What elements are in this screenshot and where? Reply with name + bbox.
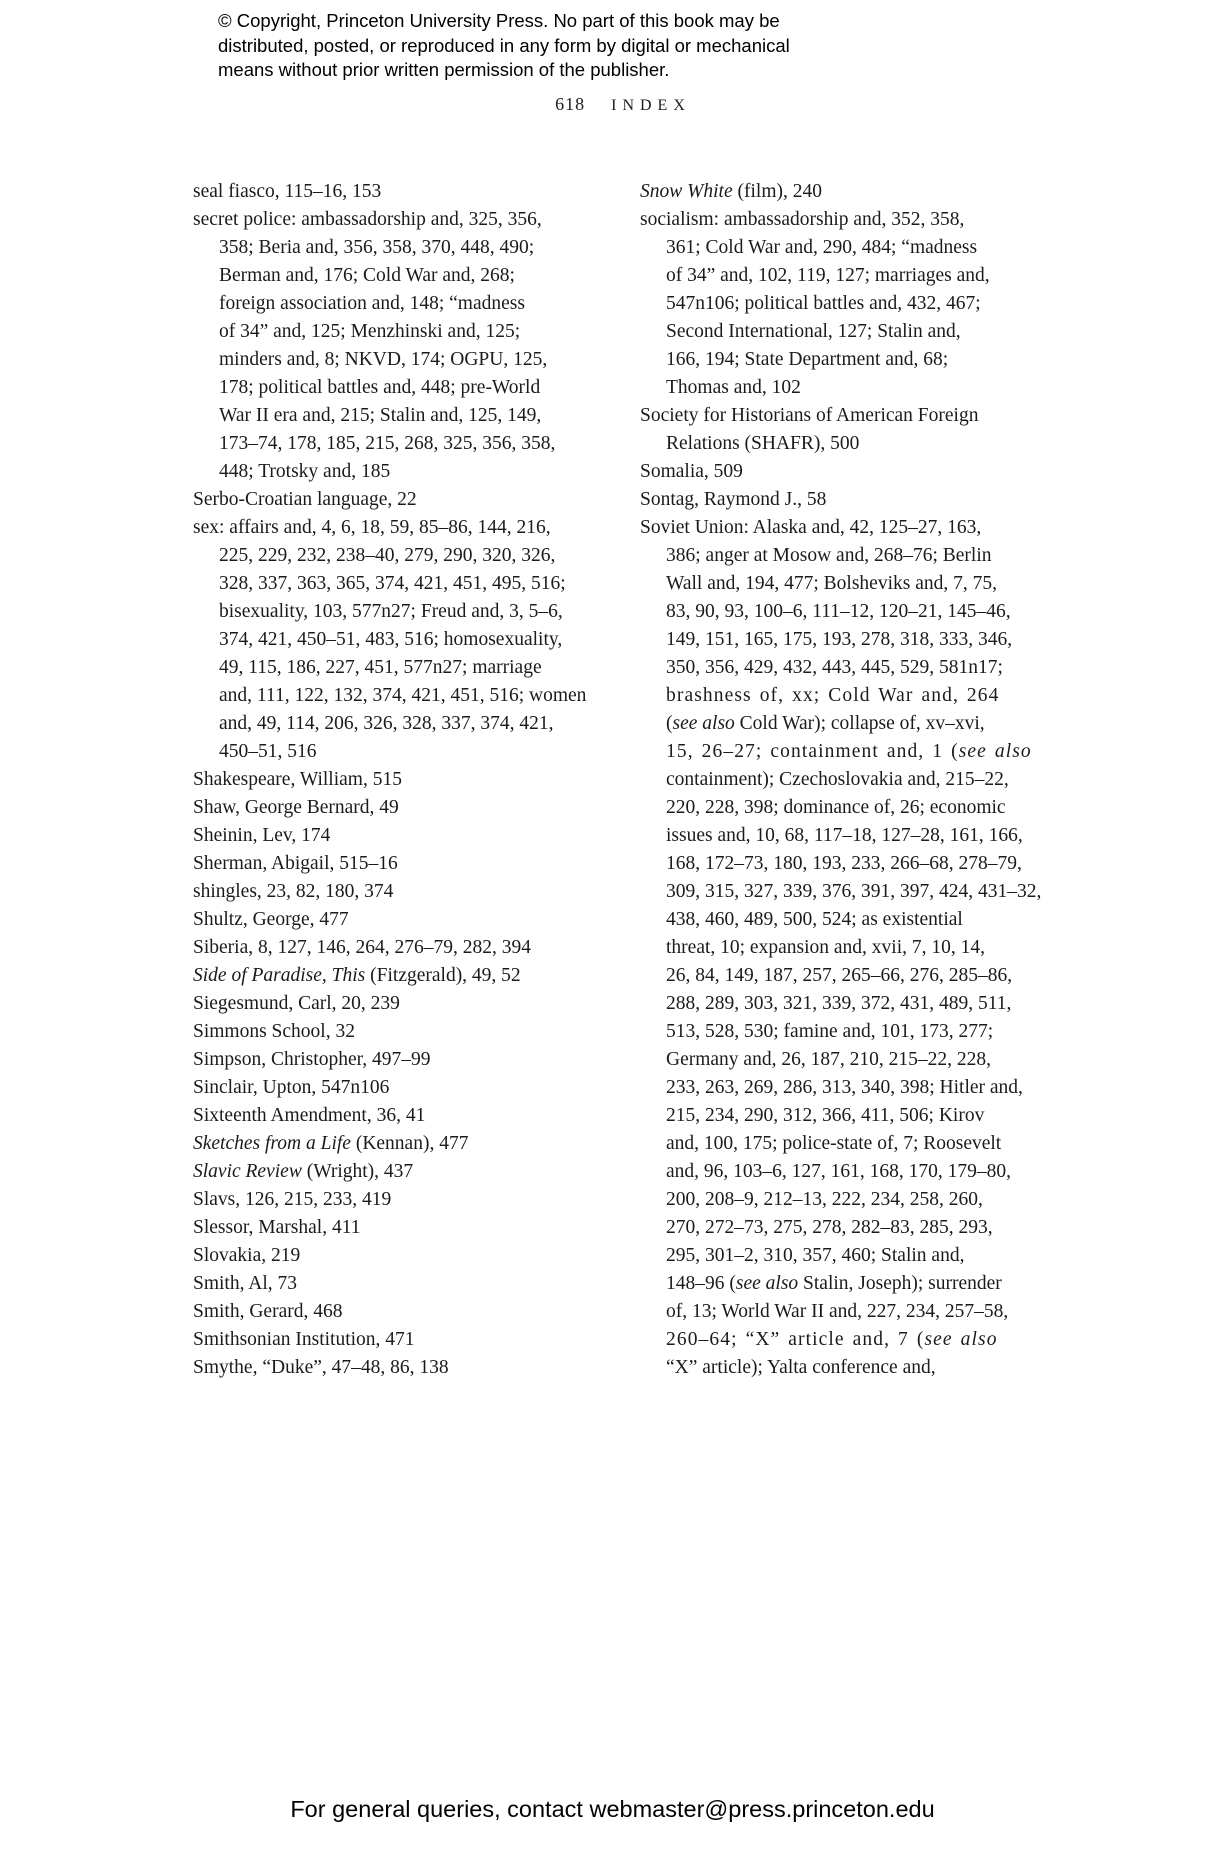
index-line: of 34” and, 125; Menzhinski and, 125; xyxy=(219,321,521,342)
footer-text: For general queries, contact xyxy=(290,1796,590,1822)
copyright-line: means without prior written permission of the publisher. xyxy=(218,59,670,80)
index-line: and, 100, 175; police-state of, 7; Roosevelt xyxy=(666,1133,1002,1154)
index-line: minders and, 8; NKVD, 174; OGPU, 125, xyxy=(219,349,548,370)
index-line: Smythe, “Duke”, 47–48, 86, 138 xyxy=(193,1357,449,1378)
index-line: 220, 228, 398; dominance of, 26; economic xyxy=(666,797,1006,818)
index-line: Thomas and, 102 xyxy=(666,377,801,398)
index-line: Sontag, Raymond J., 58 xyxy=(640,489,827,510)
index-line: and, 96, 103–6, 127, 161, 168, 170, 179–80, xyxy=(666,1161,1012,1182)
index-line: 386; anger at Mosow and, 268–76; Berlin xyxy=(666,545,992,566)
index-line: Sherman, Abigail, 515–16 xyxy=(193,853,398,874)
index-line: Sinclair, Upton, 547n106 xyxy=(193,1077,390,1098)
page-number: 618 xyxy=(555,94,586,114)
index-line: 49, 115, 186, 227, 451, 577n27; marriage xyxy=(219,657,542,678)
index-line: Slavic Review (Wright), 437 xyxy=(193,1161,414,1182)
index-line: Second International, 127; Stalin and, xyxy=(666,321,961,342)
index-line: 295, 301–2, 310, 357, 460; Stalin and, xyxy=(666,1245,965,1266)
index-line: Society for Historians of American Foreign xyxy=(640,405,979,426)
index-line: Relations (SHAFR), 500 xyxy=(666,433,860,454)
index-line: 200, 208–9, 212–13, 222, 234, 258, 260, xyxy=(666,1189,983,1210)
index-line: Berman and, 176; Cold War and, 268; xyxy=(219,265,515,286)
index-line: Wall and, 194, 477; Bolsheviks and, 7, 75, xyxy=(666,573,997,594)
index-line: Simpson, Christopher, 497–99 xyxy=(193,1049,431,1070)
index-line: 83, 90, 93, 100–6, 111–12, 120–21, 145–46, xyxy=(666,601,1011,622)
running-head xyxy=(193,94,1053,115)
index-line: issues and, 10, 68, 117–18, 127–28, 161, 166, xyxy=(666,825,1023,846)
index-line: 168, 172–73, 180, 193, 233, 266–68, 278–79, xyxy=(666,853,1022,874)
index-line: brashness of, xx; Cold War and, 264 xyxy=(666,685,1000,706)
index-line: 513, 528, 530; famine and, 101, 173, 277; xyxy=(666,1021,994,1042)
index-line: seal fiasco, 115–16, 153 xyxy=(193,181,382,202)
index-line: Slessor, Marshal, 411 xyxy=(193,1217,361,1238)
index-line: Smithsonian Institution, 471 xyxy=(193,1329,415,1350)
index-line: Simmons School, 32 xyxy=(193,1021,355,1042)
index-line: bisexuality, 103, 577n27; Freud and, 3, 5–6, xyxy=(219,601,563,622)
index-line: Somalia, 509 xyxy=(640,461,743,482)
footer-note xyxy=(0,1796,1225,1823)
copyright-line: © Copyright, Princeton University Press. No part of this book may be xyxy=(218,10,780,31)
index-line: Slavs, 126, 215, 233, 419 xyxy=(193,1189,392,1210)
index-line: 547n106; political battles and, 432, 467; xyxy=(666,293,981,314)
index-line: of, 13; World War II and, 227, 234, 257–58, xyxy=(666,1301,1009,1322)
index-column-right xyxy=(640,178,1054,1382)
index-line: 328, 337, 363, 365, 374, 421, 451, 495, 516; xyxy=(219,573,566,594)
index-line: Sixteenth Amendment, 36, 41 xyxy=(193,1105,426,1126)
index-line: 350, 356, 429, 432, 443, 445, 529, 581n17; xyxy=(666,657,1003,678)
index-line: 288, 289, 303, 321, 339, 372, 431, 489, 511, xyxy=(666,993,1012,1014)
index-line: 178; political battles and, 448; pre-World xyxy=(219,377,541,398)
index-columns xyxy=(193,178,1055,1382)
index-line: Sheinin, Lev, 174 xyxy=(193,825,331,846)
index-line: 438, 460, 489, 500, 524; as existential xyxy=(666,909,963,930)
index-line: Snow White (film), 240 xyxy=(640,181,822,202)
index-line: shingles, 23, 82, 180, 374 xyxy=(193,881,394,902)
index-line: Sketches from a Life (Kennan), 477 xyxy=(193,1133,469,1154)
index-line: Smith, Gerard, 468 xyxy=(193,1301,343,1322)
index-line: 361; Cold War and, 290, 484; “madness xyxy=(666,237,978,258)
index-line: 233, 263, 269, 286, 313, 340, 398; Hitler and, xyxy=(666,1077,1023,1098)
copyright-line: distributed, posted, or reproduced in any form by digital or mechanical xyxy=(218,34,790,56)
index-line: Germany and, 26, 187, 210, 215–22, 228, xyxy=(666,1049,991,1070)
index-line: 374, 421, 450–51, 483, 516; homosexuality, xyxy=(219,629,563,650)
index-line: “X” article); Yalta conference and, xyxy=(666,1357,936,1378)
footer-email-link[interactable]: webmaster@press.princeton.edu xyxy=(589,1796,935,1822)
index-line: Slovakia, 219 xyxy=(193,1245,301,1266)
index-line: 309, 315, 327, 339, 376, 391, 397, 424, 431–32, xyxy=(666,881,1042,902)
index-line: 26, 84, 149, 187, 257, 265–66, 276, 285–86, xyxy=(666,965,1013,986)
index-line: socialism: ambassadorship and, 352, 358, xyxy=(640,209,965,230)
index-line: Smith, Al, 73 xyxy=(193,1273,298,1294)
index-line: 225, 229, 232, 238–40, 279, 290, 320, 326, xyxy=(219,545,556,566)
index-line: 358; Beria and, 356, 358, 370, 448, 490; xyxy=(219,237,535,258)
index-line: 15, 26–27; containment and, 1 (see also xyxy=(666,741,1032,762)
index-line: Side of Paradise, This (Fitzgerald), 49, 52 xyxy=(193,965,521,986)
index-line: 166, 194; State Department and, 68; xyxy=(666,349,949,370)
index-line: 148–96 (see also Stalin, Joseph); surrender xyxy=(666,1273,1002,1294)
index-line: 448; Trotsky and, 185 xyxy=(219,461,391,482)
index-line: of 34” and, 102, 119, 127; marriages and, xyxy=(666,265,990,286)
index-line: 260–64; “X” article and, 7 (see also xyxy=(666,1329,998,1350)
index-line: 149, 151, 165, 175, 193, 278, 318, 333, 346, xyxy=(666,629,1013,650)
index-line: Siberia, 8, 127, 146, 264, 276–79, 282, 394 xyxy=(193,937,531,958)
index-line: 450–51, 516 xyxy=(219,741,317,762)
index-column-left xyxy=(193,178,607,1382)
index-line: 173–74, 178, 185, 215, 268, 325, 356, 358, xyxy=(219,433,556,454)
index-line: foreign association and, 148; “madness xyxy=(219,293,525,314)
index-line: Shultz, George, 477 xyxy=(193,909,349,930)
index-line: Siegesmund, Carl, 20, 239 xyxy=(193,993,400,1014)
index-line: Serbo-Croatian language, 22 xyxy=(193,489,417,510)
index-line: and, 49, 114, 206, 326, 328, 337, 374, 421, xyxy=(219,713,554,734)
copyright-notice xyxy=(218,9,858,83)
index-line: sex: affairs and, 4, 6, 18, 59, 85–86, 144, 216, xyxy=(193,517,551,538)
index-line: 270, 272–73, 275, 278, 282–83, 285, 293, xyxy=(666,1217,993,1238)
index-line: 215, 234, 290, 312, 366, 411, 506; Kirov xyxy=(666,1105,985,1126)
index-line: secret police: ambassadorship and, 325, 356, xyxy=(193,209,542,230)
index-line: and, 111, 122, 132, 374, 421, 451, 516; women xyxy=(219,685,587,706)
index-line: Shaw, George Bernard, 49 xyxy=(193,797,399,818)
index-line: threat, 10; expansion and, xvii, 7, 10, 14, xyxy=(666,937,985,958)
index-line: containment); Czechoslovakia and, 215–22, xyxy=(666,769,1009,790)
index-line: (see also Cold War); collapse of, xv–xvi, xyxy=(666,713,985,734)
index-line: War II era and, 215; Stalin and, 125, 149, xyxy=(219,405,542,426)
index-heading: INDEX xyxy=(611,97,691,114)
index-line: Shakespeare, William, 515 xyxy=(193,769,402,790)
index-line: Soviet Union: Alaska and, 42, 125–27, 163, xyxy=(640,517,982,538)
